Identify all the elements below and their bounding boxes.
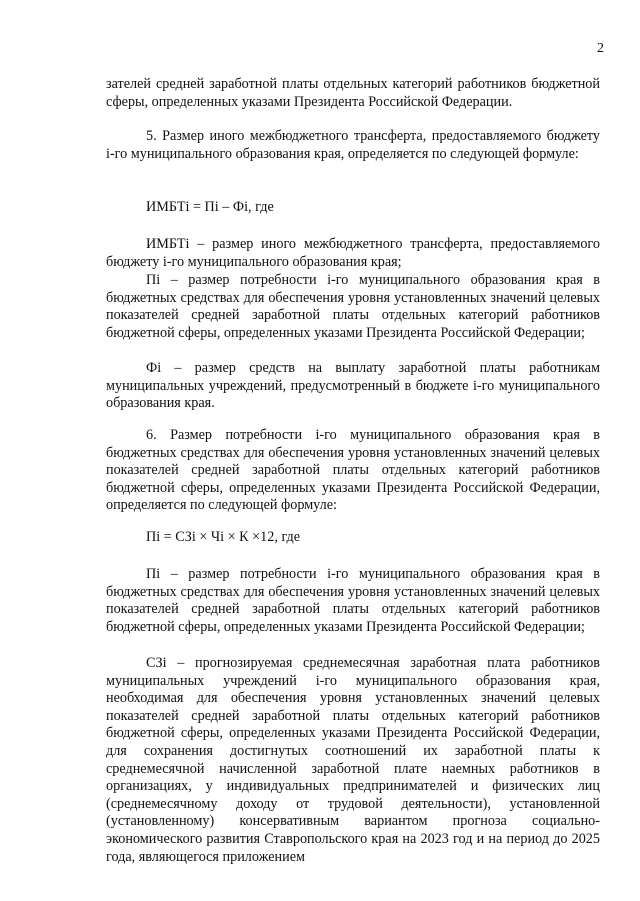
- page-number: 2: [597, 41, 604, 56]
- definition-pi: Пi – размер потребности i-го муниципального образования края в бюджетных средствах для обеспечения уровня установленных значений целевых показателей средней заработной платы отдельных категорий работников бюджетной сферы, определенных указами Президента Российской Федерации;: [106, 272, 600, 341]
- formula-pi: Пi = СЗi × Чi × К ×12, где: [146, 529, 301, 545]
- paragraph-item-5: 5. Размер иного межбюджетного трансферта, предоставляемого бюджету i-го муниципального образования края, определяется по следующей формуле:: [106, 128, 600, 162]
- definition-pi-2: Пi – размер потребности i-го муниципального образования края в бюджетных средствах для обеспечения уровня установленных значений целевых показателей средней заработной платы отдельных категорий работников бюджетной сферы, определенных указами Президента Российской Федерации;: [106, 566, 600, 635]
- definition-imbt: ИМБТi – размер иного межбюджетного трансферта, предоставляемого бюджету i-го муниципального образования края;: [106, 236, 600, 270]
- definition-szi: СЗi – прогнозируемая среднемесячная заработная плата работников муниципальных учреждений i-го муниципального образования края, необходимая для обеспечения уровня установленных значений целевых показателей средней заработной платы отдельных категорий работников бюджетной сферы, определенных указами Президента Российской Федерации, для сохранения достигнутых соотношений их заработной платы к среднемесячной начисленной заработной плате наемных работников в организациях, у индивидуальных предпринимателей и физических лиц (среднемесячному доходу от трудовой деятельности), установленной (установленному) консервативным вариантом прогноза социально-экономического развития Ставропольского края на 2023 год и на период до 2025 года, являющегося приложением: [106, 655, 600, 865]
- paragraph-item-6: 6. Размер потребности i-го муниципального образования края в бюджетных средствах для обеспечения уровня установленных значений целевых показателей средней заработной платы отдельных категорий работников бюджетной сферы, определенных указами Президента Российской Федерации, определяется по следующей формуле:: [106, 427, 600, 514]
- definition-fi: Фi – размер средств на выплату заработной платы работникам муниципальных учреждений, предусмотренный в бюджете i-го муниципального образования края.: [106, 360, 600, 412]
- formula-imbt: ИМБТi = Пi – Фi, где: [146, 199, 274, 215]
- paragraph-continuation: зателей средней заработной платы отдельных категорий работников бюджетной сферы, определенных указами Президента Российской Федерации.: [106, 76, 600, 110]
